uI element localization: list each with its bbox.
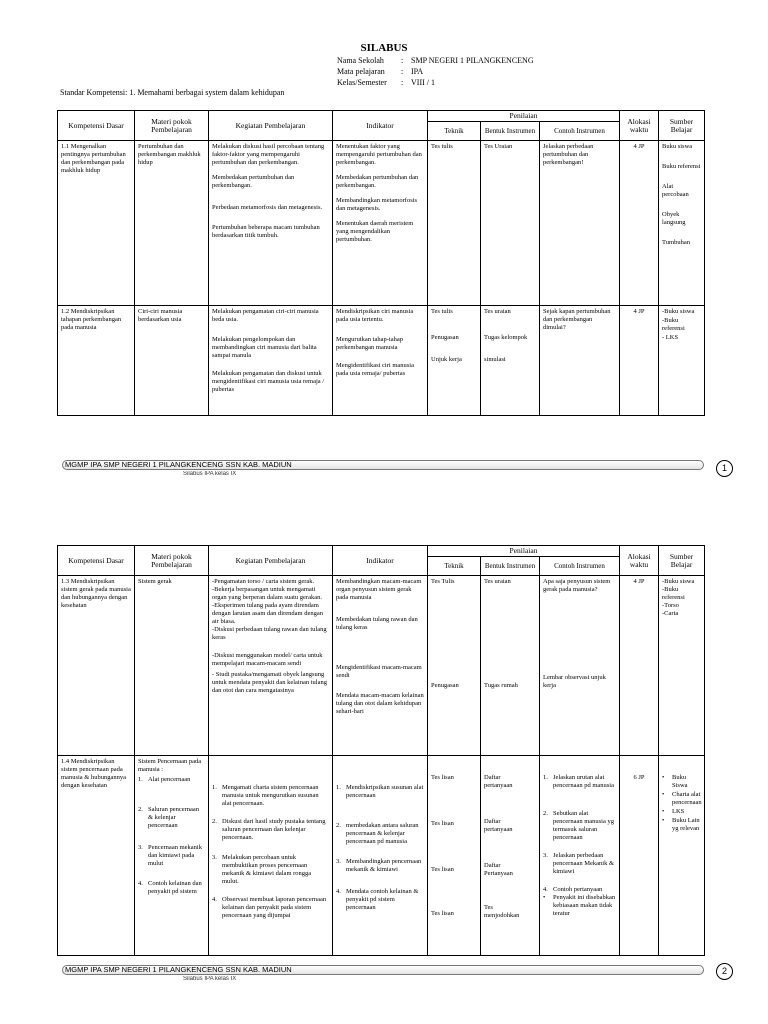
indikator-item: Menentukan daerah meristem yang mengendalikan pertumbuhan. (336, 220, 414, 243)
contoh-bullet: • Penyakit ini disebabkan kebiasaan makan tidak teratur (543, 894, 616, 917)
sumber-item: -Carta (662, 610, 679, 617)
sumber-cell (659, 756, 705, 956)
indikator-item: Membedakan pertumbuhan dan perkembangan. (336, 174, 419, 189)
teknik-item: Tes lisan (431, 820, 454, 827)
bentuk-cell (481, 756, 540, 956)
materi-cell: Ciri-ciri manusia berdasarkan usia (135, 306, 209, 416)
materi-item-text: Saluran pencernaan & kelenjar pencernaan (148, 806, 200, 829)
materi-cell: Sistem gerak (135, 576, 209, 756)
kegiatan-item: 3. Melakukan percobaan untuk membuktikan proses pencernaan mekanik & kimiawi dalam rongga mulut. (212, 854, 329, 886)
kegiatan-cell (209, 141, 333, 306)
meta-key: Mata pelajaran (337, 67, 385, 76)
sumber-item: -Torso (662, 602, 679, 609)
bentuk-item: Daftar pertanyaan (484, 774, 513, 789)
indikator-cell (333, 141, 428, 306)
indikator-item: Mendata macam-macam kelainan tulang dan otot dalam kehidupan sehari-hari (336, 692, 424, 715)
sumber-item: -Buku siswa (662, 578, 695, 585)
contoh-item-text: Contoh pertanyaan (553, 886, 603, 893)
alokasi-cell: 4 JP (620, 141, 659, 306)
contoh-cell (540, 756, 620, 956)
contoh-bullet-text: Penyakit ini disebabkan kebiasaan makan tidak teratur (553, 894, 616, 917)
kompetensi-cell: 1.2 Mendiskripsikan tahapan perkembangan pada manusia (58, 306, 135, 416)
bentuk-cell (481, 306, 540, 416)
header-contoh: Contoh Instrumen (540, 557, 620, 576)
sumber-item: • Buku Siswa (662, 774, 701, 790)
contoh-cell: Sejak kapan pertumbuhan dan perkembangan dimulai? (540, 306, 620, 416)
footer-bar: MGMP IPA SMP NEGERI 1 PILANGKENCENG SSN KAB. MADIUN (62, 460, 704, 470)
materi-item: 3. Pencernaan mekanik dan kimiawi pada mulut (138, 844, 205, 868)
kegiatan-item-text: Melakukan percobaan untuk membuktikan proses pencernaan mekanik & kimiawi dalam rongga mulut. (222, 854, 312, 885)
materi-item-text: Contoh kelainan dan penyakit pd sistem (148, 880, 202, 895)
sumber-item: Obyek langsung (662, 211, 686, 226)
contoh-item-text: Sebutkan alat pencernaan manusia yg termasuk saluran pencernaan (553, 810, 615, 841)
sumber-item-text: Charta alat pencernaan (672, 791, 702, 806)
syllabus-title: SILABUS (360, 42, 408, 54)
kegiatan-item: Pertumbuhan beberapa macam tumbuhan berdasarkan titik tumbuh. (212, 224, 320, 239)
bentuk-item: Daftar pertanyaan (484, 818, 513, 833)
teknik-item: Unjuk kerja (431, 356, 462, 363)
materi-item-text: Alat pencernaan (148, 776, 191, 783)
kegiatan-item: Perbedaan metamorfosis dan metagenesis. (212, 204, 323, 211)
kegiatan-item: 4. Observasi membuat laporan pencernaan kelainan dan penyakit pada sistem pencernaan yang dijumpai (212, 896, 329, 920)
indikator-item: Mendiskripsikan ciri manusia pada usia tertentu. (336, 308, 414, 323)
sumber-cell (659, 576, 705, 756)
header-indikator: Indikator (333, 546, 428, 576)
indikator-item: Membedakan tulang rawan dan tulang keras (336, 616, 418, 631)
header-indikator: Indikator (333, 111, 428, 141)
materi-cell (135, 756, 209, 956)
footer-subtitle: Silabus IPA kelas IX (183, 976, 237, 981)
materi-item-text: Pencernaan mekanik dan kimiawi pada mulut (148, 844, 202, 867)
kegiatan-item-text: Mengamati charta sistem pencernaan manusia untuk mengurutkan susunan alat pencernaan. (222, 784, 319, 807)
indikator-item: Membandingkan metamorfosis dan metagenesis. (336, 197, 418, 212)
teknik-item: Tes Tulis (431, 578, 455, 585)
kegiatan-item: Membedakan pertumbuhan dan perkembangan. (212, 174, 295, 189)
header-kegiatan: Kegiatan Pembelajaran (209, 111, 333, 141)
materi-heading: Sistem Pencernaan pada manusia : (138, 758, 202, 773)
header-alokasi: Alokasi waktu (620, 111, 659, 141)
kegiatan-cell (209, 576, 333, 756)
meta-row (337, 66, 534, 77)
kegiatan-item: Melakukan pengelompokan dan membandingkan ciri manusia dari balita sampai manula (212, 336, 317, 359)
meta-colon: : (401, 56, 404, 65)
contoh-item: Apa saja penyusun sistem gerak pada manusia? (543, 578, 611, 593)
kegiatan-cell (209, 306, 333, 416)
kegiatan-item: -Diskusi perbedaan tulang rawan dan tulang keras (212, 626, 327, 641)
indikator-item: Membandingkan macam-macam organ penyusun sistem gerak pada manusia (336, 578, 422, 601)
contoh-item: 1. Jelaskan urutan alat pencernaan pd manusia (543, 774, 615, 789)
header-alokasi: Alokasi waktu (620, 546, 659, 576)
contoh-item: 2. Sebutkan alat pencernaan manusia yg termasuk saluran pencernaan (543, 810, 615, 841)
bentuk-item: Tes uraian (484, 308, 511, 315)
contoh-cell (540, 576, 620, 756)
kegiatan-item: -Diskusi menggunakan model/ carta untuk mempelajari macam-macam sendi (212, 652, 323, 667)
standard-competency: Standar Kompetensi: 1. Memahami berbagai system dalam kehidupan (60, 88, 285, 97)
header-teknik: Teknik (428, 122, 481, 141)
kegiatan-item-text: Diskusi dari hasil study pustaka tentang saluran pencernaan dan kelenjar pencernaan. (222, 818, 326, 841)
indikator-item: 3. Membandingkan pencernaan mekanik & kimiawi (336, 858, 424, 874)
teknik-item: Tes lisan (431, 910, 454, 917)
kegiatan-item: - Studi pustaka/mengamati obyek langsung untuk mendata penyakit dan kelainan tulang dan otot dan cara mengatasinya (212, 671, 327, 694)
kegiatan-item: Melakukan pengamatan dan diskusi untuk mengidentifikasi ciri manusia usia remaja / pubertas (212, 370, 325, 393)
materi-item: 1. Alat pencernaan (138, 776, 191, 783)
syllabus-table-page-2 (57, 545, 705, 956)
alokasi-cell: 4 JP (620, 576, 659, 756)
page-number-2: 2 (716, 963, 733, 980)
indikator-item: 4. Mendata contoh kelainan & penyakit pd sistem pencernaan (336, 888, 424, 912)
syllabus-table-page-1 (57, 110, 705, 416)
meta-value: VIII / 1 (411, 78, 435, 87)
bentuk-item: simulasi (484, 356, 506, 363)
indikator-item-text: Membandingkan pencernaan mekanik & kimiawi (346, 858, 422, 873)
header-penilaian: Penilaian (428, 546, 620, 557)
sumber-item: -Buku referensi (662, 317, 685, 332)
header-sumber: Sumber Belajar (659, 546, 705, 576)
header-sumber: Sumber Belajar (659, 111, 705, 141)
meta-key: Kelas/Semester (337, 78, 387, 87)
indikator-item-text: Mendata contoh kelainan & penyakit pd sistem pencernaan (346, 888, 419, 911)
footer-bar: MGMP IPA SMP NEGERI 1 PILANGKENCENG SSN KAB. MADIUN (62, 965, 704, 975)
indikator-item: Menentukan faktor yang mempengaruhi pertumbuhan dan perkembangan. (336, 143, 422, 166)
indikator-item: Mengidentifikasi macam-macam sendi (336, 664, 422, 679)
kegiatan-item: -Pengamatan torso / carta sistem gerak. (212, 578, 315, 585)
table-row (58, 141, 705, 306)
materi-item: 2. Saluran pencernaan & kelenjar pencernaan (138, 806, 205, 830)
kompetensi-cell: 1.3 Mendiskripsikan sistem gerak pada manusia dan hubungannya dengan kesehatan (58, 576, 135, 756)
kegiatan-item: 2. Diskusi dari hasil study pustaka tentang saluran pencernaan dan kelenjar pencernaan. (212, 818, 329, 842)
contoh-item: Lembar observasi unjuk kerja (543, 674, 606, 689)
kegiatan-item: Melakukan diskusi hasil percobaan tentang faktor-faktor yang mempengaruhi pertumbuhan dan perkembangan. (212, 143, 325, 166)
bentuk-item: Tugas rumah (484, 682, 518, 689)
indikator-cell (333, 576, 428, 756)
table-row (58, 306, 705, 416)
indikator-item: 1. Mendiskripsikan susunan alat pencernaan (336, 784, 424, 799)
sumber-item: Buku siswa (662, 143, 693, 150)
sumber-item-text: Buku Lain yg relevan (672, 817, 700, 832)
school-meta (337, 55, 534, 88)
contoh-item-text: Jelaskan urutan alat pencernaan pd manusia (553, 774, 615, 789)
header-teknik: Teknik (428, 557, 481, 576)
header-penilaian: Penilaian (428, 111, 620, 122)
bentuk-item: Tes uraian (484, 578, 511, 585)
header-kompetensi: Kompetensi Dasar (58, 111, 135, 141)
materi-item: 4. Contoh kelainan dan penyakit pd sistem (138, 880, 205, 896)
kompetensi-cell: 1.1 Mengenalkan pentingnya pertumbuhan dan perkembangan pada makhluk hidup (58, 141, 135, 306)
meta-value: SMP NEGERI 1 PILANGKENCENG (411, 56, 534, 65)
header-materi: Materi pokok Pembelajaran (135, 111, 209, 141)
meta-colon: : (401, 67, 404, 76)
sumber-cell (659, 306, 705, 416)
materi-cell: Pertumbuhan dan perkembangan makhluk hidup (135, 141, 209, 306)
sumber-item-text: Buku Siswa (672, 774, 688, 789)
indikator-cell (333, 306, 428, 416)
sumber-item: Buku referensi (662, 163, 701, 170)
alokasi-cell: 6 JP (620, 756, 659, 956)
sumber-item: Alat percobaan (662, 183, 689, 198)
indikator-item-text: membedakan antara saluran pencernaan & kelenjar pencernaan pd manusia (346, 822, 419, 845)
teknik-item: Penugasan (431, 334, 459, 341)
alokasi-cell: 4 JP (620, 306, 659, 416)
indikator-item: 2. membedakan antara saluran pencernaan & kelenjar pencernaan pd manusia (336, 822, 424, 846)
contoh-item: 4. Contoh pertanyaan (543, 886, 603, 893)
teknik-cell: Tes tulis (428, 141, 481, 306)
sumber-item: • LKS (662, 808, 685, 815)
kegiatan-item: 1. Mengamati charta sistem pencernaan manusia untuk mengurutkan susunan alat pencernaan. (212, 784, 329, 808)
meta-key: Nama Sekolah (337, 56, 384, 65)
sumber-item: - LKS (662, 334, 679, 341)
page-number-1: 1 (716, 460, 733, 477)
teknik-cell (428, 576, 481, 756)
indikator-item-text: Mendiskripsikan susunan alat pencernaan (346, 784, 424, 799)
table-row (58, 576, 705, 756)
sumber-item: Tumbuhan (662, 239, 690, 246)
sumber-item-text: LKS (672, 808, 685, 815)
sumber-item: • Charta alat pencernaan (662, 791, 702, 806)
bentuk-item: Tes menjodohkan (484, 904, 520, 919)
sumber-item: • Buku Lain yg relevan (662, 817, 700, 832)
sumber-item: -Buku siswa (662, 308, 695, 315)
sumber-cell (659, 141, 705, 306)
contoh-item-text: Jelaskan perbedaan pencernaan Mekanik & kimiawi (553, 852, 615, 875)
table-row (58, 756, 705, 956)
teknik-cell (428, 306, 481, 416)
teknik-cell (428, 756, 481, 956)
header-materi: Materi pokok Pembelajaran (135, 546, 209, 576)
kegiatan-item-text: Observasi membuat laporan pencernaan kelainan dan penyakit pada sistem pencernaan yang dijumpai (222, 896, 327, 919)
meta-colon: : (401, 78, 404, 87)
bentuk-cell (481, 576, 540, 756)
bentuk-cell: Tes Uraian (481, 141, 540, 306)
contoh-cell: Jelaskan perbedaan pertumbuhan dan perkembangan! (540, 141, 620, 306)
kompetensi-cell: 1.4 Mendiskripsikan sistem pencernaan pada manusia & hubungannya dengan kesehatan (58, 756, 135, 956)
indikator-cell (333, 756, 428, 956)
contoh-item: 3. Jelaskan perbedaan pencernaan Mekanik & kimiawi (543, 852, 615, 875)
indikator-item: Mengidentifikasi ciri manusia pada usia remaja/ pubertas (336, 362, 414, 377)
teknik-item: Tes tulis (431, 308, 453, 315)
footer-subtitle: Silabus IPA kelas IX (183, 471, 237, 476)
sumber-item: -Buku referensi (662, 586, 685, 601)
indikator-item: Mengurutkan tahap-tahap perkembangan manusia (336, 336, 403, 351)
kegiatan-item: -Eksperimen tulang pada ayam direndam dengan larutan asam dan direndam dengan air biasa. (212, 602, 323, 625)
header-bentuk: Bentuk Instrumen (481, 557, 540, 576)
bentuk-item: Tugas kelompok (484, 334, 528, 341)
meta-row (337, 55, 534, 66)
teknik-item: Penugasan (431, 682, 459, 689)
teknik-item: Tes lisan (431, 774, 454, 781)
meta-row (337, 77, 534, 88)
header-bentuk: Bentuk Instrumen (481, 122, 540, 141)
teknik-item: Tes lisan (431, 866, 454, 873)
kegiatan-item: Melakukan pengamatan ciri-ciri manusia beda usia. (212, 308, 319, 323)
meta-value: IPA (411, 67, 424, 76)
header-kompetensi: Kompetensi Dasar (58, 546, 135, 576)
kegiatan-item: -Bekerja berpasangan untuk mengamati organ yang berperan dalam suatu gerakan. (212, 586, 322, 601)
kegiatan-cell (209, 756, 333, 956)
bentuk-item: Daftar Pertanyaan (484, 862, 513, 877)
header-kegiatan: Kegiatan Pembelajaran (209, 546, 333, 576)
header-contoh: Contoh Instrumen (540, 122, 620, 141)
